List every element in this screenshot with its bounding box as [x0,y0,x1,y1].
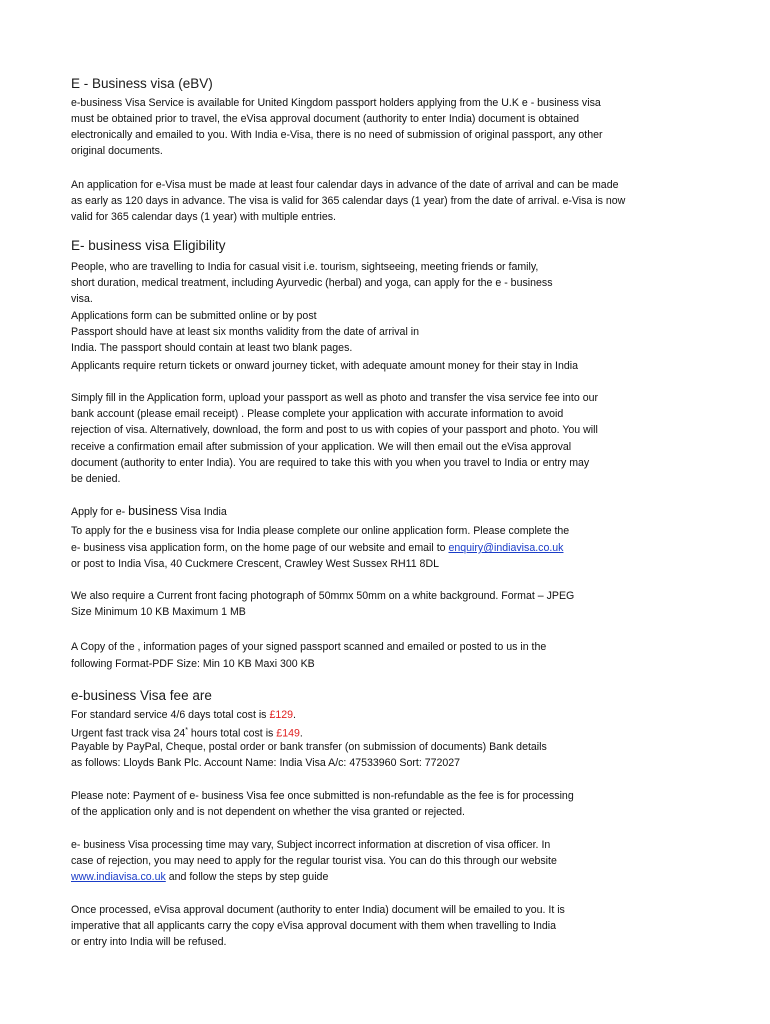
paragraph-line: Once processed, eVisa approval document (authority to enter India) document will be emailed to you. It is [71,904,565,916]
paragraph-line: valid for 365 calendar days (1 year) with multiple entries. [71,211,336,223]
standard-fee-text: For standard service 4/6 days total cost is [71,709,270,721]
paragraph-line: People, who are travelling to India for casual visit i.e. tourism, sightseeing, meeting friends or family, [71,261,539,273]
paragraph-line: as early as 120 days in advance. The visa is valid for 365 calendar days (1 year) from the date of arrival. e-Visa is now [71,195,626,207]
paragraph-line: We also require a Current front facing photograph of 50mmx 50mm on a white background. Format – JPEG [71,590,575,602]
section-heading-ebv: E - Business visa (eBV) [71,76,213,91]
website-line [71,870,328,884]
paragraph-line: Simply fill in the Application form, upload your passport as well as photo and transfer the visa service fee into our [71,392,599,404]
apply-form-text: e- business visa application form, on the home page of our website and email to [71,542,449,554]
section-heading-fees: e-business Visa fee are [71,688,212,703]
paragraph-line: To apply for the e business visa for India please complete our online application form. Please complete the [71,525,570,537]
urgent-fee-asterisk: * [185,727,188,734]
paragraph-line: India. The passport should contain at least two blank pages. [71,342,353,354]
paragraph-line: receive a confirmation email after submission of your application. We will then email out the eVisa approval [71,441,572,453]
paragraph-line: Please note: Payment of e- business Visa fee once submitted is non-refundable as the fee is for processing [71,790,574,802]
paragraph-line: bank account (please email receipt) . Please complete your application with accurate information to avoid [71,408,564,420]
paragraph-line: be denied. [71,473,121,485]
enquiry-email-link[interactable]: enquiry@indiavisa.co.uk [448,542,564,554]
paragraph-line: or post to India Visa, 40 Cuckmere Crescent, Crawley West Sussex RH11 8DL [71,558,439,570]
website-line-text: and follow the steps by step guide [165,871,329,883]
paragraph-line: e- business Visa processing time may vary, Subject incorrect information at discretion of visa officer. In [71,839,551,851]
paragraph-line: or entry into India will be refused. [71,936,227,948]
apply-heading [71,504,227,519]
paragraph-line: Applications form can be submitted online or by post [71,310,317,322]
paragraph-line: An application for e-Visa must be made at least four calendar days in advance of the date of arrival and can be made [71,179,619,191]
paragraph-line: following Format-PDF Size: Min 10 KB Maxi 300 KB [71,658,315,670]
paragraph-line [71,541,563,555]
paragraph-line: must be obtained prior to travel, the eVisa approval document (authority to enter India) document is obtained [71,113,580,125]
paragraph-line: Passport should have at least six months validity from the date of arrival in [71,326,419,338]
urgent-fee-end: . [299,727,303,740]
paragraph-line: original documents. [71,145,163,157]
standard-fee-end: . [293,709,296,721]
urgent-fee-mid: hours total cost is [187,727,277,740]
paragraph-line: electronically and emailed to you. With India e-Visa, there is no need of submission of original passport, any other [71,129,603,141]
standard-fee-line [71,708,296,722]
paragraph-line: document (authority to enter India). You are required to take this with you when you travel to India or entry may [71,457,590,469]
paragraph-line: of the application only and is not dependent on whether the visa granted or rejected. [71,806,466,818]
paragraph-line: Size Minimum 10 KB Maximum 1 MB [71,606,246,618]
paragraph-line: Payable by PayPal, Cheque, postal order or bank transfer (on submission of documents) Bank details [71,741,547,753]
urgent-price: £149 [276,727,300,740]
paragraph-line: imperative that all applicants carry the copy eVisa approval document with them when travelling to India [71,920,557,932]
urgent-fee-line [71,724,303,741]
paragraph-line: Applicants require return tickets or onward journey ticket, with adequate amount money for their stay in India [71,360,578,372]
apply-heading-pre: Apply for e- [71,506,129,518]
apply-heading-business: business [128,504,178,518]
paragraph-line: as follows: Lloyds Bank Plc. Account Name: India Visa A/c: 47533960 Sort: 772027 [71,757,461,769]
paragraph-line: A Copy of the , information pages of your signed passport scanned and emailed or posted to us in the [71,641,547,653]
paragraph-line: short duration, medical treatment, including Ayurvedic (herbal) and yoga, can apply for the e - business [71,277,553,289]
paragraph-line: case of rejection, you may need to apply for the regular tourist visa. You can do this through our website [71,855,557,867]
apply-heading-post: Visa India [177,506,227,518]
paragraph-line: rejection of visa. Alternatively, download, the form and post to us with copies of your passport and photo. You will [71,424,598,436]
urgent-fee-text: Urgent fast track visa 24 [71,727,186,740]
standard-price: £129 [269,709,294,721]
website-link[interactable]: www.indiavisa.co.uk [71,871,166,883]
paragraph-line: visa. [71,293,93,305]
paragraph-line: e-business Visa Service is available for United Kingdom passport holders applying from the U.K e - business visa [71,97,601,109]
section-heading-eligibility: E- business visa Eligibility [71,238,226,253]
